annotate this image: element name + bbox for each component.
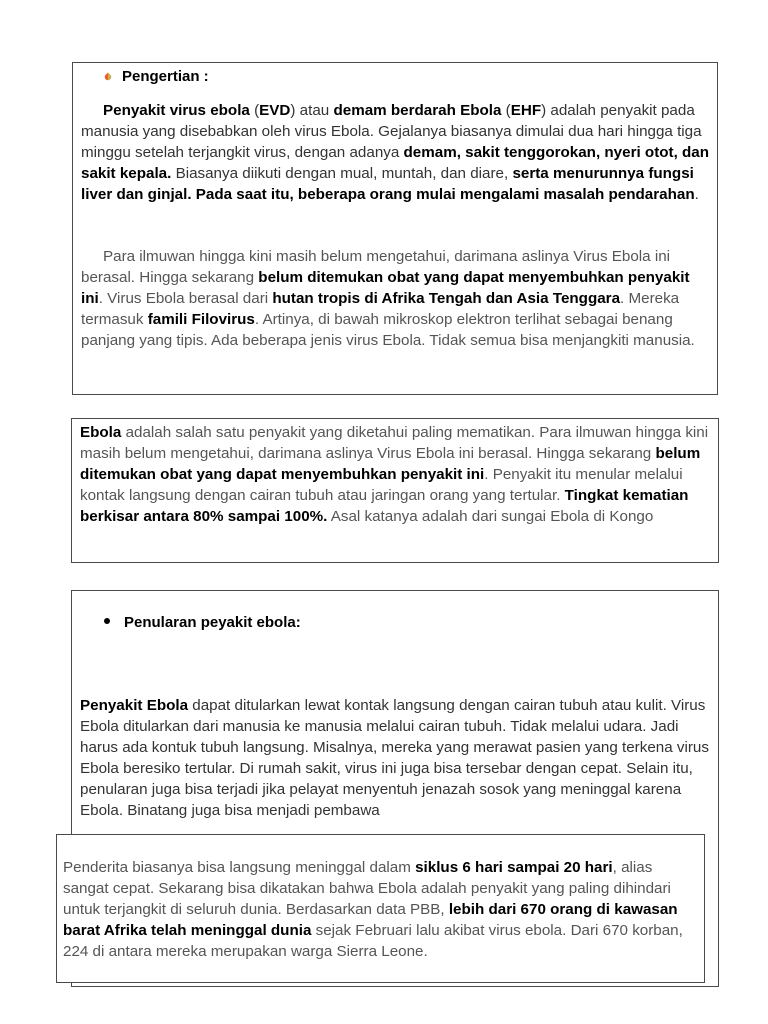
transmission-paragraph — [80, 695, 712, 821]
bullet-dot-icon — [104, 618, 110, 624]
definition-paragraph-2 — [81, 246, 711, 351]
bold-text-run: siklus 6 hari sampai 20 hari — [415, 859, 613, 876]
text-run: . Virus Ebola berasal dari — [98, 290, 273, 307]
text-run: dapat ditularkan lewat kontak langsung dengan cairan tubuh atau kulit. Virus Ebola ditularkan dari manusia ke manusia melalui cairan tubuh. Tidak melalui udara. Jadi harus ada kontuk tubuh langsung. Misalnya, mereka yang merawat pasien yang terkena virus Ebola beresiko tertular. Di rumah sakit, virus ini juga bisa tersebar dengan cepat. Selain itu, penularan juga bisa terjadi jika pelayat menyentuh jenazah sosok yang meninggal karena Ebola. Binatang juga bisa menjadi pembawa — [80, 697, 709, 819]
bold-text-run: EVD — [259, 102, 291, 119]
text-run: Biasanya diikuti dengan mual, muntah, dan diare, — [171, 165, 513, 182]
bold-text-run: demam berdarah Ebola — [333, 102, 502, 119]
text-run: . — [694, 186, 699, 203]
bullet-icon — [103, 73, 112, 82]
text-run: Penderita biasanya bisa langsung meninggal dalam — [63, 859, 416, 876]
text-run: . Mereka termasuk — [81, 290, 680, 328]
bold-text-run: Ebola — [80, 424, 122, 441]
bold-text-run: belum ditemukan obat yang dapat menyembuhkan penyakit ini — [80, 445, 701, 483]
text-run: sejak Februari lalu akibat virus ebola. Dari 670 korban, 224 di antara mereka merupakan warga Sierra Leone. — [63, 922, 683, 960]
text-run: , alias sangat cepat. Sekarang bisa dikatakan bahwa Ebola adalah penyakit yang paling dihindari untuk terjangkit di seluruh dunia. Berdasarkan data PBB, — [63, 859, 671, 918]
text-run: ( — [249, 102, 260, 119]
bold-text-run: hutan tropis di Afrika Tengah dan Asia Tenggara — [272, 290, 621, 307]
summary-paragraph — [80, 422, 712, 527]
bold-text-run: famili Filovirus — [147, 311, 255, 328]
definition-heading — [104, 68, 209, 85]
mortality-paragraph — [63, 857, 699, 962]
text-run: . Penyakit itu menular melalui kontak langsung dengan cairan tubuh atau jaringan orang yang tertular. — [80, 466, 683, 504]
bold-text-run: belum ditemukan obat yang dapat menyembuhkan penyakit ini — [81, 269, 690, 307]
text-run: ( — [501, 102, 511, 119]
transmission-heading-text: Penularan peyakit ebola: — [124, 614, 301, 631]
text-run: Para ilmuwan hingga kini masih belum mengetahui, darimana aslinya Virus Ebola ini berasal. Hingga sekarang — [81, 248, 671, 286]
text-run: adalah salah satu penyakit yang diketahui paling mematikan. Para ilmuwan hingga kini masih belum mengetahui, darimana aslinya Virus Ebola ini berasal. Hingga sekarang — [80, 424, 709, 462]
bold-text-run: serta menurunnya fungsi liver dan ginjal. Pada saat itu, beberapa orang mulai mengalami masalah pendarahan — [81, 165, 695, 203]
bold-text-run: Tingkat kematian berkisar antara 80% sampai 100%. — [80, 487, 689, 525]
bold-text-run: lebih dari 670 orang di kawasan barat Afrika telah meninggal dunia — [63, 901, 678, 939]
bold-text-run: EHF — [510, 102, 542, 119]
text-run: . Artinya, di bawah mikroskop elektron terlihat sebagai benang panjang yang tipis. Ada beberapa jenis virus Ebola. Tidak semua bisa menjangkiti manusia. — [81, 311, 695, 349]
text-run: Asal katanya adalah dari sungai Ebola di Kongo — [327, 508, 654, 525]
text-run: ) atau — [290, 102, 334, 119]
transmission-heading — [104, 614, 301, 631]
definition-heading-text: Pengertian : — [122, 68, 209, 85]
definition-paragraph-1 — [81, 100, 711, 205]
bold-text-run: Penyakit Ebola — [80, 697, 189, 714]
bold-text-run: Penyakit virus ebola — [103, 102, 250, 119]
text-run: ) adalah penyakit pada manusia yang disebabkan oleh virus Ebola. Gejalanya biasanya dimulai dua hari hingga tiga minggu setelah terjangkit virus, dengan adanya — [81, 102, 702, 161]
bold-text-run: demam, sakit tenggorokan, nyeri otot, dan sakit kepala. — [81, 144, 710, 182]
